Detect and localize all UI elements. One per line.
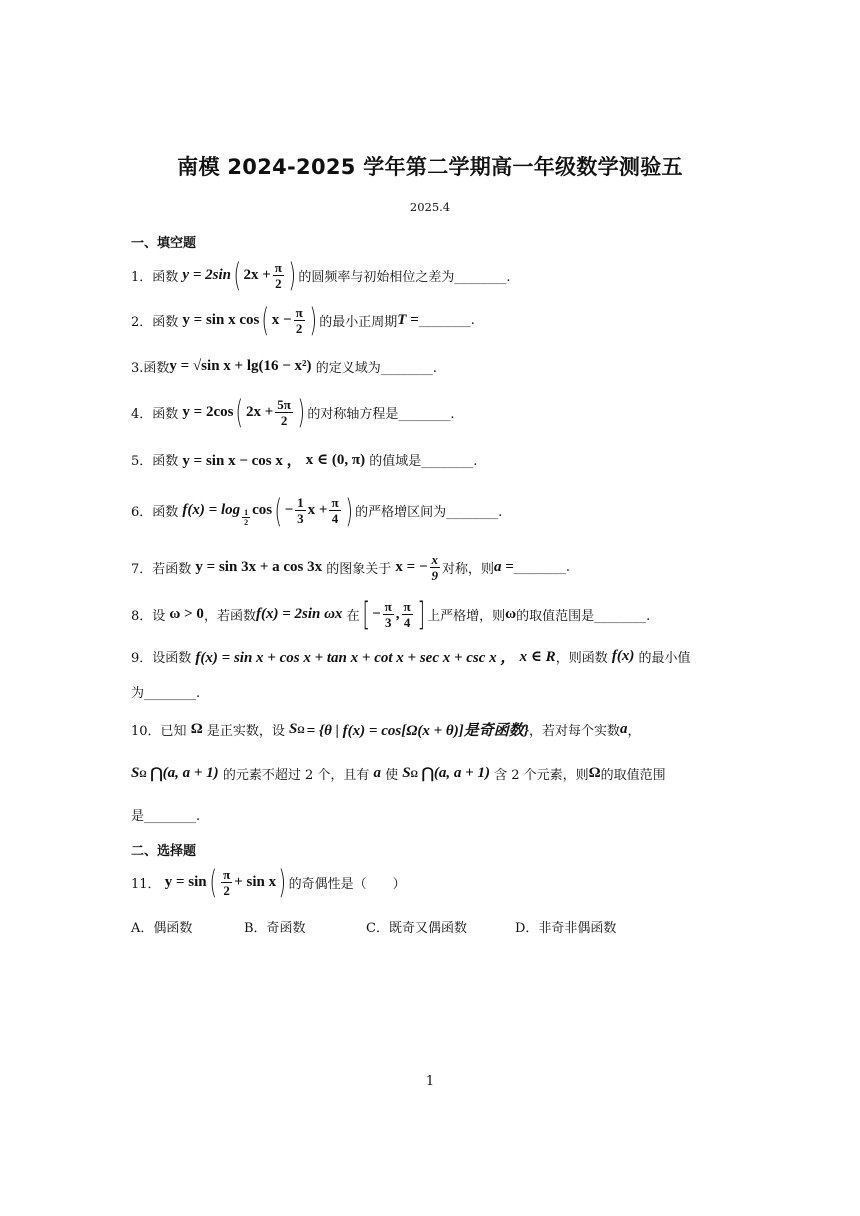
- q10-l2-text-c: 含 2 个元素，则: [494, 768, 589, 783]
- q1-number: 1．函数: [131, 269, 179, 285]
- q7-fraction: $\frac{x}{9}$: [431, 552, 439, 583]
- q10-l2-text-d: 的取值范围: [600, 768, 666, 783]
- q2-number: 2．函数: [131, 314, 179, 330]
- q10-text-c: ，: [627, 724, 641, 739]
- q8-fraction-2: $\frac{\pi}{4}$: [403, 598, 411, 630]
- q7-text-b: 对称，则: [442, 562, 495, 577]
- option-b[interactable]: B．奇函数: [244, 921, 306, 936]
- q6-number: 6．函数: [131, 505, 179, 520]
- q4-text: 的对称轴方程是________.: [307, 406, 455, 422]
- question-4: [131, 393, 455, 431]
- q10-omega: Ω: [190, 721, 203, 737]
- q9-expr: f(x) = sin x + cos x + tan x + cot x + sec x + csc x ，: [195, 650, 516, 666]
- q6-x-plus: x +: [307, 502, 328, 518]
- q1-paren-close: ): [288, 256, 296, 294]
- q2-expr: y = sin x cos: [182, 311, 260, 328]
- q3-expr: y = √sin x + lg(16 − x²): [169, 358, 312, 374]
- q4-number: 4．函数: [131, 406, 179, 422]
- q1-text: 的圆频率与初始相位之差为________.: [298, 269, 511, 285]
- q9-domain: x ∈ R: [519, 649, 556, 665]
- q10-a: a: [619, 721, 628, 737]
- q7-expr: y = sin 3x + a cos 3x: [195, 559, 323, 575]
- q8-bracket-close: ]: [417, 595, 425, 633]
- q10-set-sub: Ω: [297, 724, 305, 735]
- q4-paren-close: ): [297, 393, 305, 431]
- question-1: [131, 256, 511, 294]
- q8-bracket-open: [: [362, 595, 370, 633]
- question-9-continued: [131, 682, 200, 701]
- q1-fraction: $\frac{\pi}{2}$: [274, 259, 282, 291]
- q10-interval: (a, a + 1): [162, 765, 219, 781]
- q2-period: T =: [397, 311, 419, 328]
- section-choice: 二、选择题: [131, 844, 197, 859]
- q9-fx: f(x): [611, 648, 635, 664]
- q6-expr: f(x) = log: [182, 502, 241, 518]
- q6-log-base: $\frac{1}{2}$: [244, 508, 249, 527]
- q1-paren-open: (: [233, 256, 241, 294]
- q8-text-a: ，若函数: [203, 608, 256, 624]
- q9-blank: 为________.: [131, 686, 201, 701]
- q11-paren-close: ): [278, 863, 287, 901]
- question-5: [131, 449, 477, 470]
- q8-fraction-1: $\frac{\pi}{3}$: [384, 598, 392, 630]
- q8-omega: ω > 0: [169, 605, 204, 622]
- option-c[interactable]: C．既奇又偶函数: [366, 921, 467, 936]
- q2-paren-open: (: [261, 301, 270, 339]
- q5-expr: y = sin x − cos x ，: [182, 453, 302, 469]
- page-title: 南模 2024-2025 学年第二学期高一年级数学测验五: [177, 155, 683, 179]
- page-number: 1: [425, 1074, 435, 1089]
- q4-expr-inner: 2x +: [245, 403, 274, 420]
- q10-blank: 是________.: [131, 809, 201, 824]
- test-date: 2025.4: [409, 200, 451, 214]
- q4-paren-open: (: [235, 393, 244, 431]
- q6-paren-close: ): [345, 491, 353, 530]
- q3-number: 3.函数: [131, 361, 170, 376]
- q11-number: 11．: [131, 876, 161, 892]
- q10-text-a: 是正实数，设: [206, 724, 285, 739]
- q1-expr-inner: 2x +: [243, 266, 271, 283]
- q8-omega-2: ω: [505, 605, 517, 622]
- q7-a-eq: a =: [494, 559, 514, 575]
- q10-l2-text-b: 使: [385, 768, 399, 783]
- option-d[interactable]: D．非奇非偶函数: [515, 921, 617, 936]
- q6-fraction-1: $\frac{1}{3}$: [297, 495, 304, 526]
- question-7: [131, 552, 570, 583]
- q1-expr: y = 2sin: [182, 266, 231, 283]
- q6-fraction-2: $\frac{\pi}{4}$: [331, 495, 339, 526]
- q10-interval-2: (a, a + 1): [433, 765, 490, 781]
- q9-number: 9．设函数: [131, 651, 192, 666]
- question-9: [131, 646, 691, 667]
- q2-text: 的最小正周期: [319, 314, 398, 330]
- q6-paren-open: (: [274, 491, 283, 530]
- question-10-line-3: [131, 805, 200, 824]
- question-6: [131, 491, 503, 530]
- q11-fraction: $\frac{\pi}{2}$: [223, 866, 231, 898]
- q2-expr-inner: x −: [271, 311, 292, 328]
- q8-function: f(x) = 2sin ωx: [255, 605, 343, 622]
- q10-set-2: S: [131, 765, 140, 781]
- q11-options: [131, 917, 616, 936]
- q10-set: S: [289, 721, 298, 737]
- q2-fraction: $\frac{\pi}{2}$: [295, 304, 303, 336]
- q10-number: 10．已知: [131, 724, 187, 739]
- q11-text: 的奇偶性是（ ）: [288, 876, 406, 892]
- q4-expr: y = 2cos: [182, 403, 234, 420]
- q10-set-body: = {θ | f(x) = cos[Ω(x + θ)]是奇函数}: [306, 723, 529, 739]
- q8-minus: −: [372, 605, 381, 622]
- q8-text-c: 上严格增，则: [427, 608, 506, 624]
- q10-text-b: ，若对每个实数: [528, 724, 620, 739]
- q9-text-a: ，则函数: [555, 651, 608, 666]
- q6-minus: −: [284, 502, 294, 518]
- q10-set-3: S: [402, 765, 411, 781]
- question-8: [131, 595, 651, 633]
- q7-number: 7．若函数: [131, 562, 192, 577]
- q2-blank: ________.: [418, 312, 475, 328]
- q9-text-b: 的最小值: [638, 651, 691, 666]
- q2-paren-close: ): [309, 301, 317, 339]
- q8-text-d: 的取值范围是________.: [516, 608, 651, 624]
- q10-l2-a: a: [373, 765, 381, 781]
- q8-number: 8．设: [131, 608, 166, 624]
- q4-fraction: $\frac{5\pi}{2}$: [277, 396, 291, 428]
- q11-expr-inner: + sin x: [234, 873, 277, 890]
- q5-text: 的值域是________.: [369, 454, 478, 469]
- q10-l2-text-a: 的元素不超过 2 个，且有: [222, 768, 370, 783]
- option-a[interactable]: A．偶函数: [131, 921, 193, 936]
- question-10-line-2: S Ω ⋂ (a, a + 1) 的元素不超过 2 个，且有 a 使 S Ω ⋂ (a, a + 1) 含 2 个元素，则 Ω 的取值范围: [131, 765, 666, 783]
- q7-text-a: 的图象关于: [326, 562, 392, 577]
- q5-domain: x ∈ (0, π): [305, 452, 366, 468]
- q10-intersection-2: ⋂: [417, 766, 434, 782]
- q7-blank: ________.: [513, 560, 570, 575]
- q3-text: 的定义域为________.: [315, 361, 437, 376]
- question-2: [131, 301, 475, 339]
- q6-text: 的严格增区间为________.: [355, 505, 503, 520]
- q10-omega-2: Ω: [588, 765, 601, 781]
- question-10: [131, 719, 640, 740]
- q11-expr: y = sin: [164, 873, 207, 890]
- q10-intersection: ⋂: [146, 766, 163, 782]
- q8-text-b: 在: [346, 608, 360, 624]
- question-11: [131, 863, 406, 901]
- q11-paren-open: (: [209, 863, 217, 901]
- question-3: [131, 357, 437, 376]
- section-fill-in: 一、填空题: [131, 236, 197, 251]
- q7-axis: x = −: [395, 559, 428, 575]
- q8-comma: ,: [395, 605, 400, 622]
- q5-number: 5．函数: [131, 454, 179, 469]
- q6-cos: cos: [252, 502, 273, 518]
